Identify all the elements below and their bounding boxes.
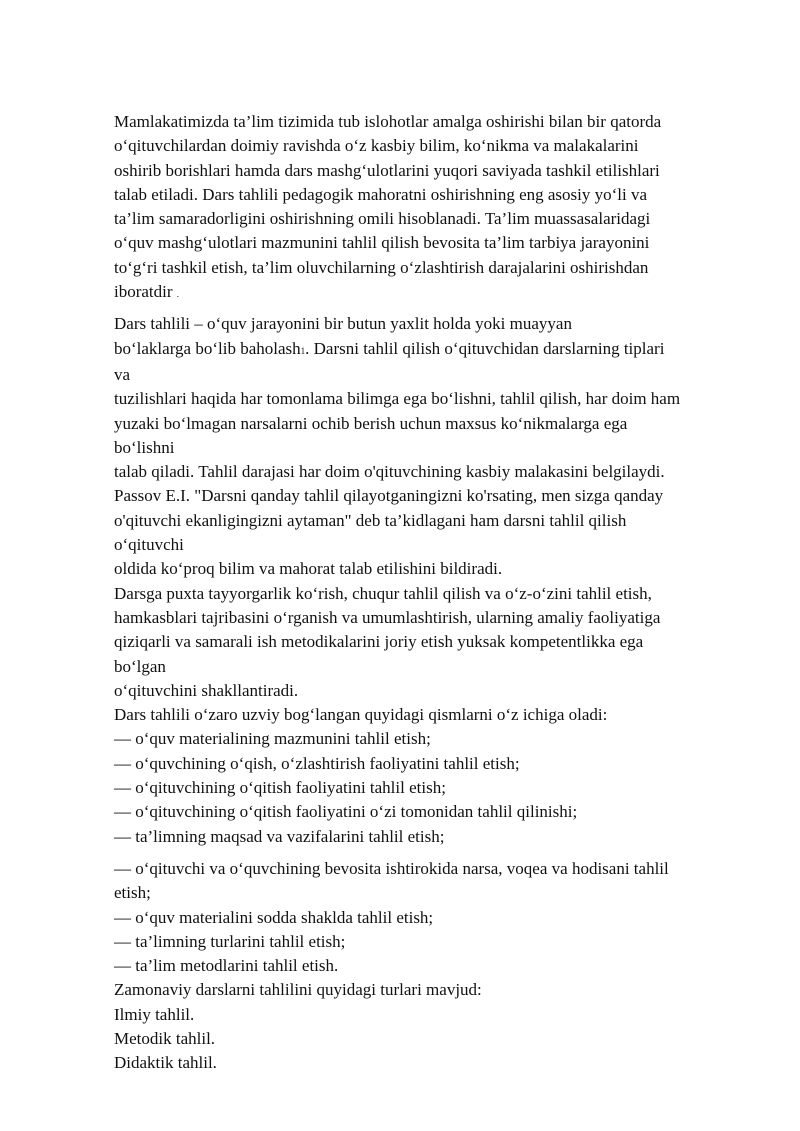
text-fragment: . Darsni tahlil qilish o‘qituvchidan darslarning tiplari <box>305 338 665 358</box>
list-item: Ilmiy tahlil. <box>114 1004 195 1024</box>
footnote-mark: . <box>176 289 180 300</box>
text-line: hamkasblari tajribasini o‘rganish va umumlashtirish, ularning amaliy faoliyatiga <box>114 607 661 627</box>
text-line: Mamlakatimizda ta’lim tizimida tub islohotlar amalga oshirishi bilan bir qatorda <box>114 112 662 131</box>
text-line: talab qiladi. Tahlil darajasi har doim o'qituvchining kasbiy malakasini belgilaydi. <box>114 462 665 482</box>
text-line: oldida ko‘proq bilim va mahorat talab etilishini bildiradi. <box>114 559 503 579</box>
list-item: — o‘qituvchining o‘qitish faoliyatini tahlil etish; <box>114 778 446 798</box>
list-item: — o‘quv materialini sodda shaklda tahlil etish; <box>114 907 434 927</box>
text-fragment: bo‘laklarga bo‘lib baholash <box>114 338 301 358</box>
text-line: oshirib borishlari hamda dars mashg‘ulotlarini yuqori saviyada tashkil etilishlari <box>114 160 660 180</box>
list-item: — ta’limning maqsad va vazifalarini tahlil etish; <box>114 826 445 846</box>
list-item: Metodik tahlil. <box>114 1028 216 1048</box>
list-item: — ta’lim metodlarini tahlil etish. <box>114 956 339 976</box>
list-item: — o‘qituvchi va o‘quvchining bevosita ishtirokida narsa, voqea va hodisani tahlil <box>114 858 669 878</box>
text-line <box>114 337 754 363</box>
text-line: tuzilishlari haqida har tomonlama bilimga ega bo‘lishni, tahlil qilish, har doim ham <box>114 389 681 409</box>
text-line <box>114 280 754 306</box>
paragraph-analysis-types <box>114 857 754 1076</box>
text-line: to‘g‘ri tashkil etish, ta’lim oluvchilarning o‘zlashtirish darajalarini oshirishdan <box>114 257 649 277</box>
text-line: va <box>114 364 131 384</box>
text-line: yuzaki bo‘lmagan narsalarni ochib berish uchun maxsus ko‘nikmalarga ega <box>114 413 628 433</box>
list-item: — o‘qituvchining o‘qitish faoliyatini o‘zi tomonidan tahlil qilinishi; <box>114 802 578 822</box>
text-line: bo‘lishni <box>114 437 175 457</box>
text-line: bo‘lgan <box>114 656 166 676</box>
text-line: talab etiladi. Dars tahlili pedagogik mahoratni oshirishning eng asosiy yo‘li va <box>114 184 648 204</box>
paragraph-gap <box>114 849 754 857</box>
text-line: ta’lim samaradorligini oshirishning omili hisoblanadi. Ta’lim muassasalaridagi <box>114 209 651 229</box>
text-line: Dars tahlili – o‘quv jarayonini bir butun yaxlit holda yoki muayyan <box>114 314 572 334</box>
footnote-mark: 1 <box>300 345 306 356</box>
text-line: qiziqarli va samarali ish metodikalarini joriy etish yuksak kompetentlikka ega <box>114 632 644 652</box>
text-line: Passov E.I. "Darsni qanday tahlil qilayotganingizni ko'rsating, men sizga qanday <box>114 486 664 506</box>
text-line: Dars tahlili o‘zaro uzviy bog‘langan quyidagi qismlarni o‘z ichiga oladi: <box>114 705 608 725</box>
paragraph-definition <box>114 312 754 849</box>
text-line: o'qituvchi ekanligingizni aytaman" deb ta’kidlagani ham darsni tahlil qilish <box>114 510 627 530</box>
text-line: Zamonaviy darslarni tahlilini quyidagi turlari mavjud: <box>114 980 482 1000</box>
text-line: o‘qituvchilardan doimiy ravishda o‘z kasbiy bilim, ko‘nikma va malakalarini <box>114 136 639 156</box>
list-item: — ta’limning turlarini tahlil etish; <box>114 931 346 951</box>
text-line: o‘qituvchini shakllantiradi. <box>114 680 299 700</box>
text-line: o‘quv mashg‘ulotlari mazmunini tahlil qilish bevosita ta’lim tarbiya jarayonini <box>114 233 650 253</box>
list-item: Didaktik tahlil. <box>114 1053 217 1073</box>
list-item: — o‘quvchining o‘qish, o‘zlashtirish faoliyatini tahlil etish; <box>114 753 520 773</box>
document-page <box>114 110 754 1076</box>
text-fragment: iboratdir <box>114 282 173 302</box>
paragraph-intro <box>114 110 754 306</box>
list-item: — o‘quv materialining mazmunini tahlil etish; <box>114 729 431 749</box>
text-line: o‘qituvchi <box>114 535 184 555</box>
text-line: Darsga puxta tayyorgarlik ko‘rish, chuqur tahlil qilish va o‘z-o‘zini tahlil etish, <box>114 583 652 603</box>
list-item: etish; <box>114 883 151 903</box>
